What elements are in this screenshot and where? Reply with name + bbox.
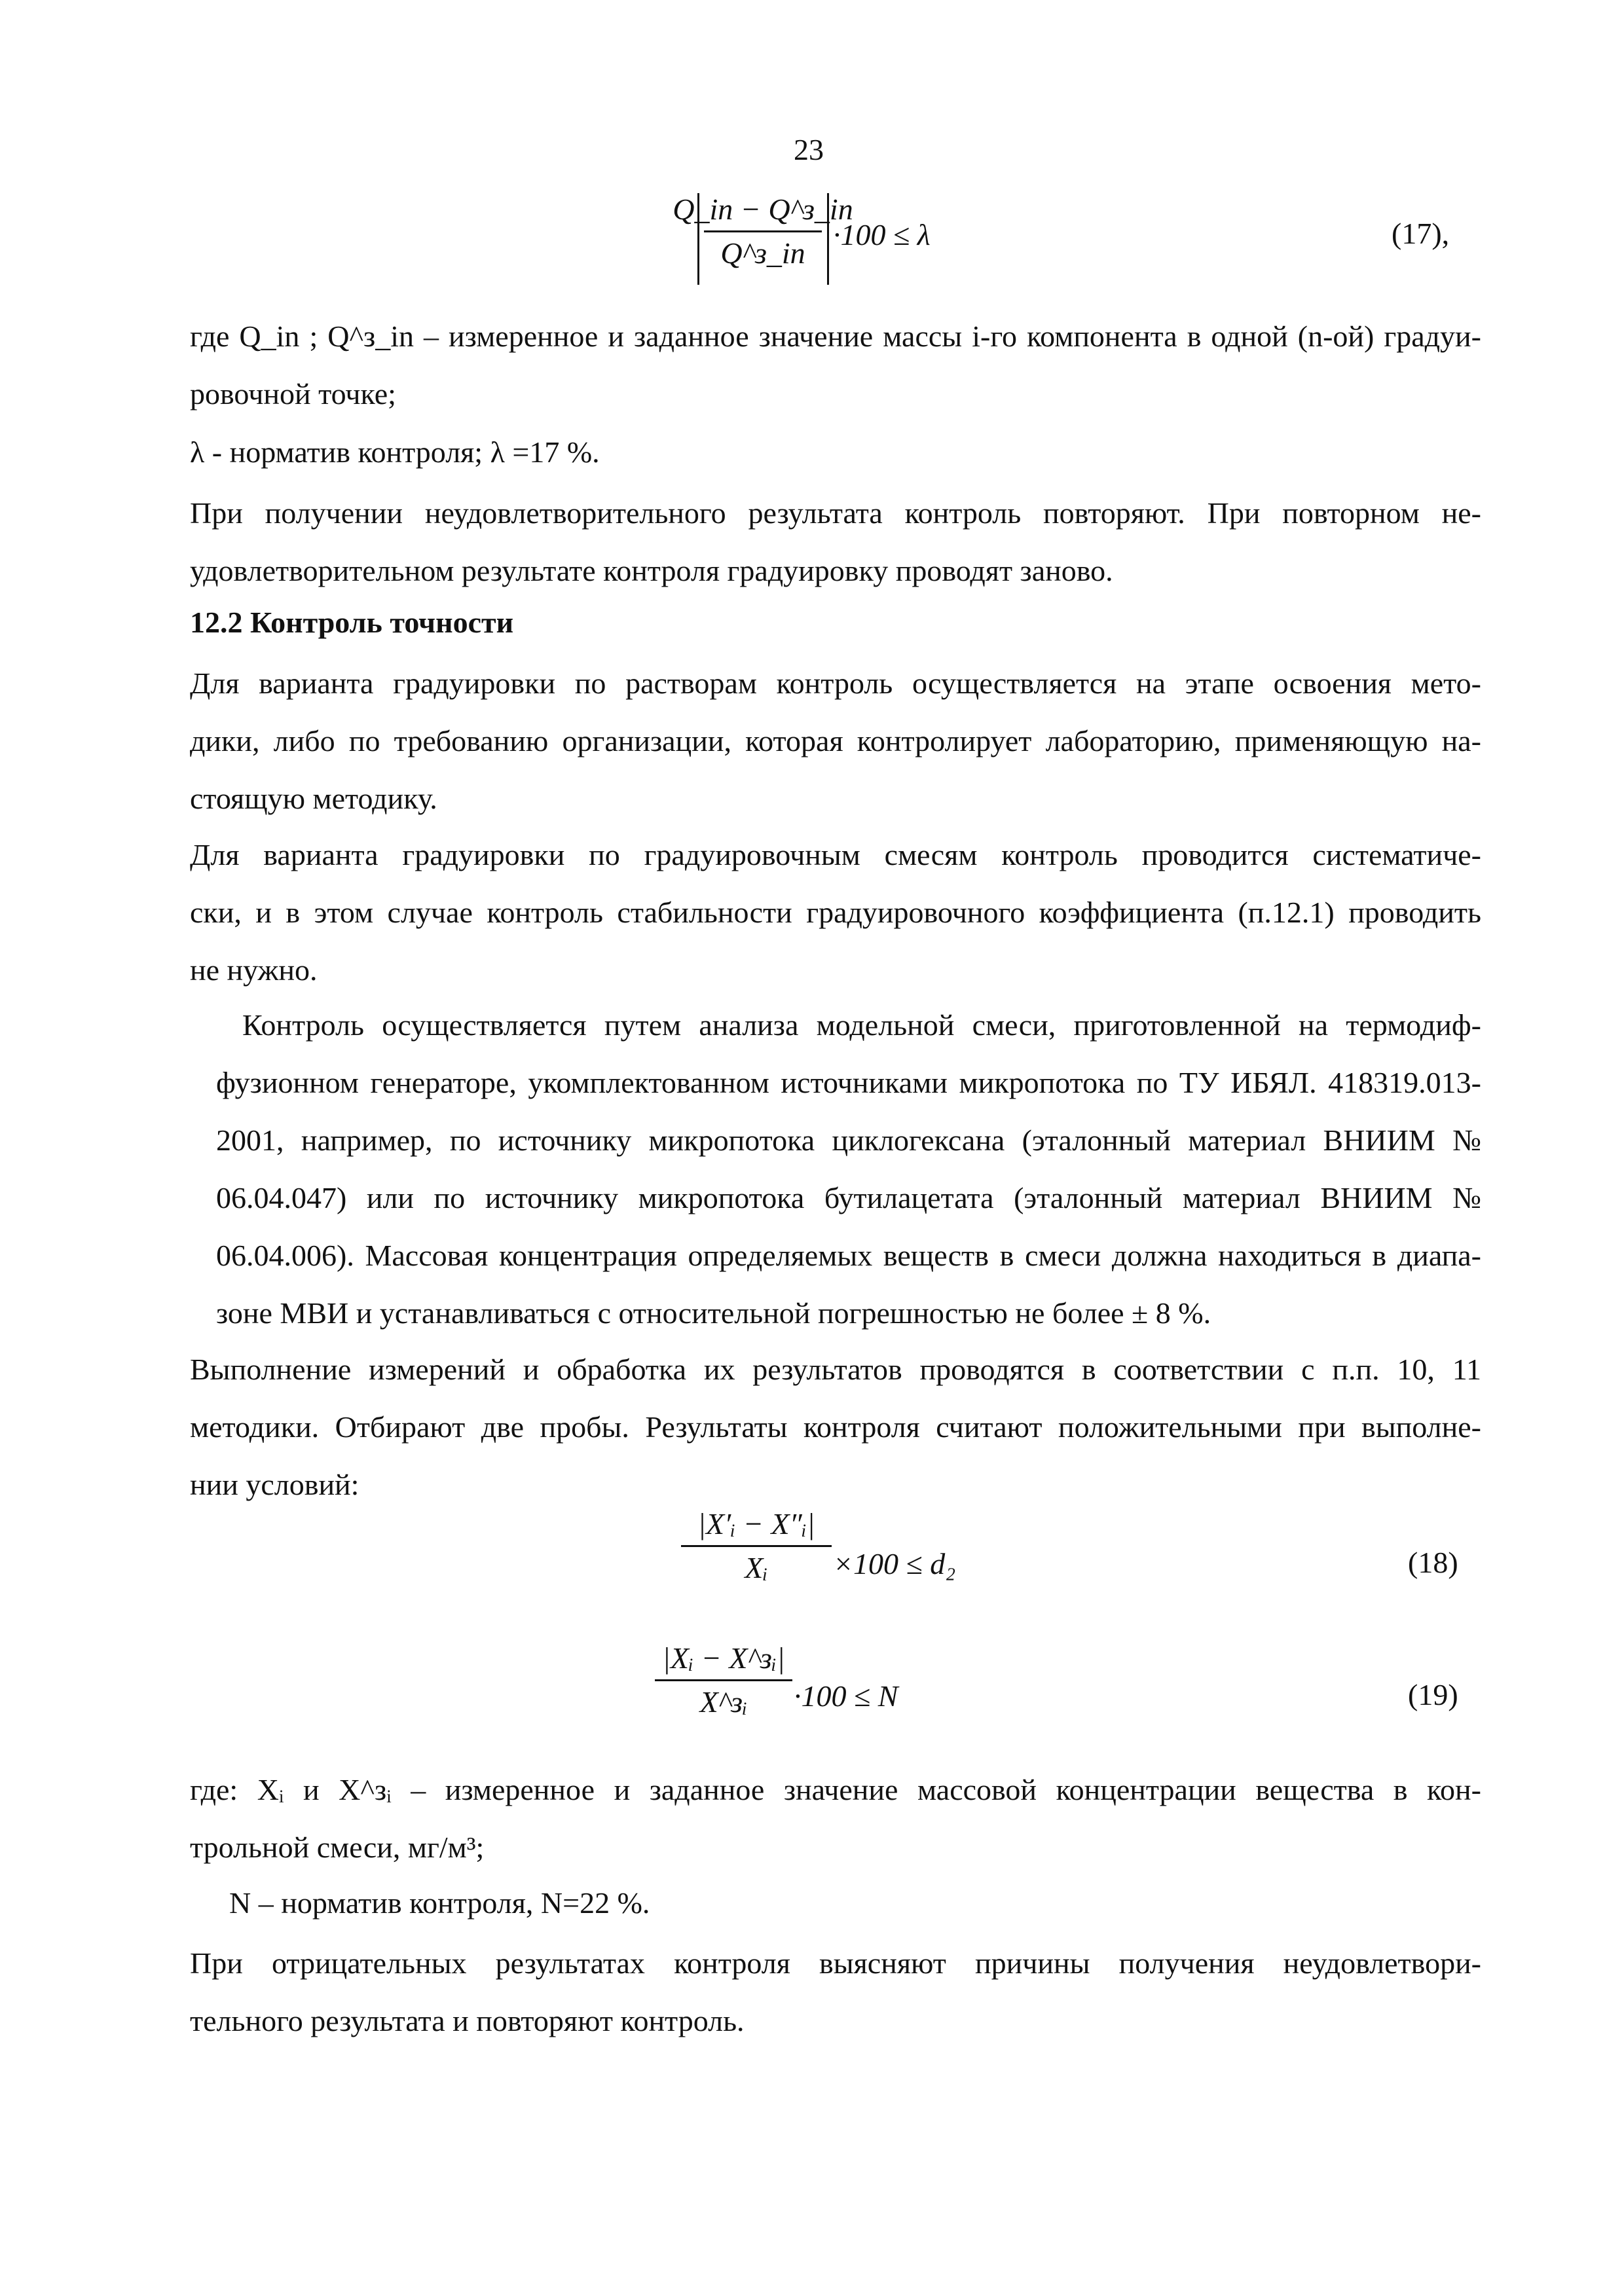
formula-17-fraction [673, 191, 853, 272]
formula-19-denominator: X^зᵢ [699, 1685, 748, 1719]
repeat-paragraph [182, 484, 1481, 600]
p5-line-2: тельного результата и повторяют контроль. [190, 2004, 745, 2037]
formula-17-denominator: Q^з_in [720, 236, 805, 270]
p3-line-2: фузионном генераторе, укомплектованном источниками микропотока по ТУ ИБЯЛ. 418319.013- [216, 1066, 1481, 1099]
paragraph-negative-results [182, 1935, 1481, 2050]
paragraph-measurements [182, 1341, 1481, 1514]
formula-17-number: (17), [1392, 217, 1450, 250]
formula-17-tail: ·100 ≤ λ [833, 218, 931, 251]
formula-18-tail: ×100 ≤ d₂ [833, 1547, 956, 1580]
where-17-line-2: ровочной точке; [190, 377, 396, 410]
where-17-line-1: где Q_in ; Q^з_in – измеренное и заданное значение массы i-го компонента в одной (n-ой) градуи- [190, 319, 1481, 353]
p3-line-4: 06.04.047) или по источнику микропотока бутилацетата (эталонный материал ВНИИМ № [216, 1181, 1481, 1214]
p5-line-1: При отрицательных результатах контроля выясняют причины получения неудовлетвори- [190, 1946, 1481, 1980]
p1-line-1: Для варианта градуировки по растворам контроль осуществляется на этапе освоения мето- [190, 666, 1481, 700]
p3-line-6: зоне МВИ и устанавливаться с относительной погрешностью не более ± 8 %. [216, 1296, 1211, 1330]
formula-18-number: (18) [1408, 1546, 1458, 1579]
paragraph-mixtures [182, 826, 1481, 999]
formula-18-fraction [681, 1506, 832, 1586]
formula-19-fraction [655, 1640, 792, 1721]
formula-19-tail: ·100 ≤ N [794, 1679, 898, 1713]
where-19-line-1: где: Xᵢ и X^зᵢ – измеренное и заданное значение массовой концентрации вещества в кон- [190, 1773, 1481, 1806]
fraction-bar [704, 230, 822, 232]
page-number: 23 [794, 133, 824, 166]
n-norm-line: N – норматив контроля, N=22 %. [229, 1886, 650, 1920]
p4-line-1: Выполнение измерений и обработка их результатов проводятся в соответствии с п.п. 10, 11 [190, 1353, 1481, 1386]
formula-19-numerator: |Xᵢ − X^зᵢ| [662, 1641, 785, 1675]
fraction-bar [681, 1545, 832, 1547]
where-17-text [182, 308, 1481, 423]
formula-19-number: (19) [1408, 1678, 1458, 1711]
section-heading: 12.2 Контроль точности [190, 606, 514, 639]
where-19-text [182, 1761, 1481, 1876]
p4-line-2: методики. Отбирают две пробы. Результаты контроля считают положительными при выполне- [190, 1410, 1481, 1444]
paragraph-solutions [182, 655, 1481, 828]
p3-line-3: 2001, например, по источнику микропотока циклогексана (эталонный материал ВНИИМ № [216, 1123, 1481, 1157]
p1-line-2: дики, либо по требованию организации, которая контролирует лабораторию, применяющую на- [190, 724, 1481, 757]
formula-17-numerator: Q_in − Q^з_in [673, 192, 853, 226]
fraction-bar [655, 1679, 792, 1681]
abs-bar-right [827, 193, 829, 285]
p2-line-1: Для варианта градуировки по градуировочным смесям контроль проводится систематиче- [190, 838, 1481, 871]
repeat-line-2: удовлетворительном результате контроля градуировку проводят заново. [190, 554, 1113, 587]
formula-18-numerator: |X′ᵢ − X″ᵢ| [697, 1507, 815, 1540]
repeat-line-1: При получении неудовлетворительного результата контроль повторяют. При повторном не- [190, 496, 1481, 530]
p1-line-3: стоящую методику. [190, 782, 437, 815]
where-19-line-2: трольной смеси, мг/м³; [190, 1831, 485, 1864]
paragraph-control-method [182, 996, 1481, 1342]
p3-line-5: 06.04.006). Массовая концентрация определяемых веществ в смеси должна находиться в диапа- [216, 1239, 1481, 1272]
lambda-norm-line: λ - норматив контроля; λ =17 %. [190, 435, 600, 469]
p2-line-2: ски, и в этом случае контроль стабильности градуировочного коэффициента (п.12.1) проводить [190, 896, 1481, 929]
formula-18-denominator: Xᵢ [745, 1551, 768, 1584]
p4-line-3: нии условий: [190, 1468, 360, 1501]
p2-line-3: не нужно. [190, 953, 318, 987]
p3-line-1: Контроль осуществляется путем анализа модельной смеси, приготовленной на термодиф- [242, 1008, 1481, 1042]
